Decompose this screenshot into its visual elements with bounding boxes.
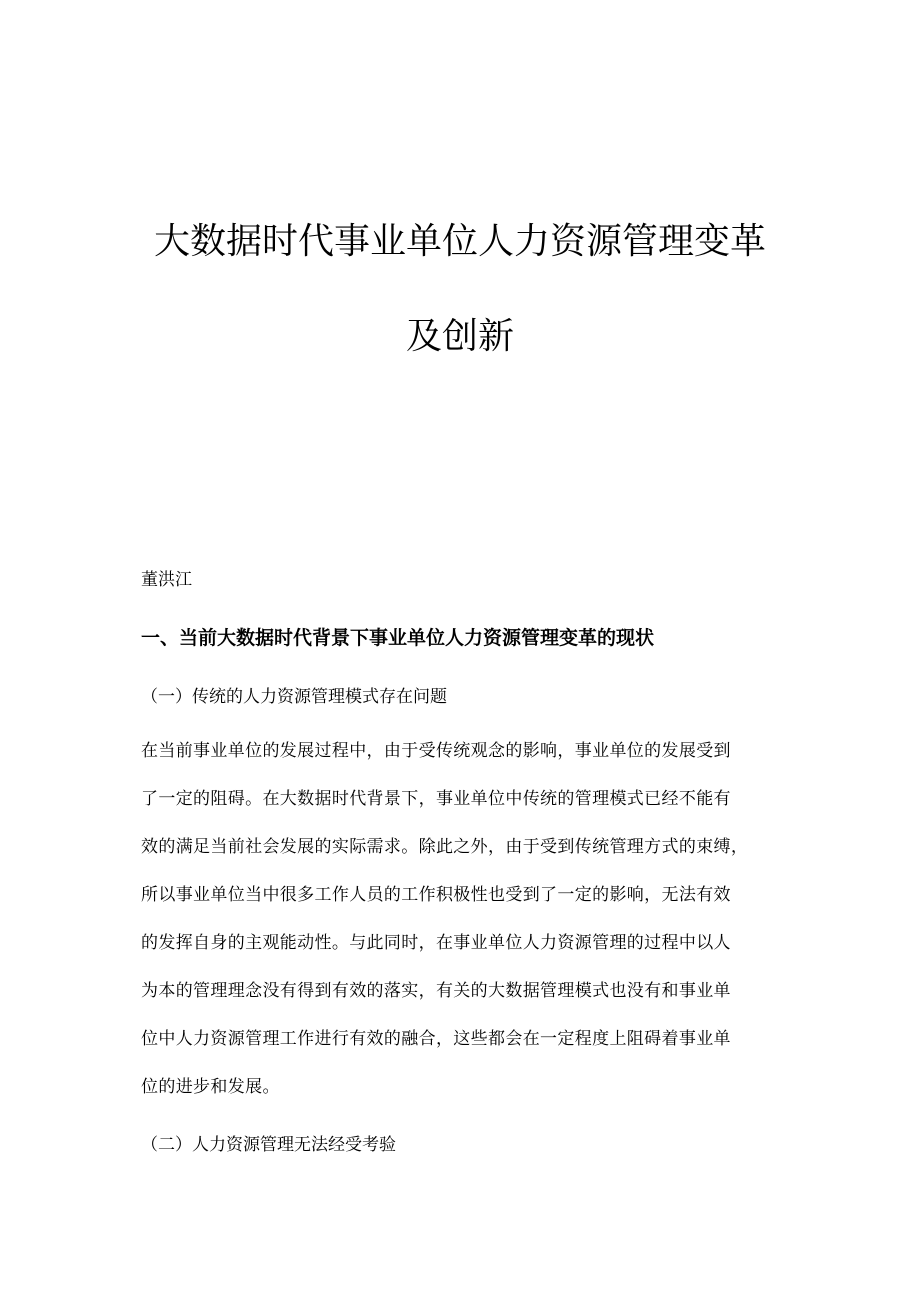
paragraph-line: 在当前事业单位的发展过程中，由于受传统观念的影响，事业单位的发展受到 xyxy=(141,741,731,761)
subsection-heading-2: （二）人力资源管理无法经受考验 xyxy=(141,1135,396,1155)
body-paragraph xyxy=(141,740,781,1124)
paragraph-line: 效的满足当前社会发展的实际需求。除此之外，由于受到传统管理方式的束缚， xyxy=(141,837,749,857)
document-title-line-2: 及创新 xyxy=(405,316,514,357)
paragraph-line: 所以事业单位当中很多工作人员的工作积极性也受到了一定的影响，无法有效 xyxy=(141,885,731,905)
section-heading-1: 一、当前大数据时代背景下事业单位人力资源管理变革的现状 xyxy=(141,627,655,649)
paragraph-line: 的发挥自身的主观能动性。与此同时，在事业单位人力资源管理的过程中以人 xyxy=(141,933,731,953)
paragraph-line: 位的进步和发展。 xyxy=(141,1077,280,1097)
subsection-heading-1: （一）传统的人力资源管理模式存在问题 xyxy=(141,687,447,707)
paragraph-line: 了一定的阻碍。在大数据时代背景下，事业单位中传统的管理模式已经不能有 xyxy=(141,789,731,809)
paragraph-line: 为本的管理理念没有得到有效的落实，有关的大数据管理模式也没有和事业单 xyxy=(141,981,731,1001)
author-name: 董洪江 xyxy=(141,570,192,590)
paragraph-line: 位中人力资源管理工作进行有效的融合，这些都会在一定程度上阻碍着事业单 xyxy=(141,1029,731,1049)
document-title-line-1: 大数据时代事业单位人力资源管理变革 xyxy=(153,221,766,262)
